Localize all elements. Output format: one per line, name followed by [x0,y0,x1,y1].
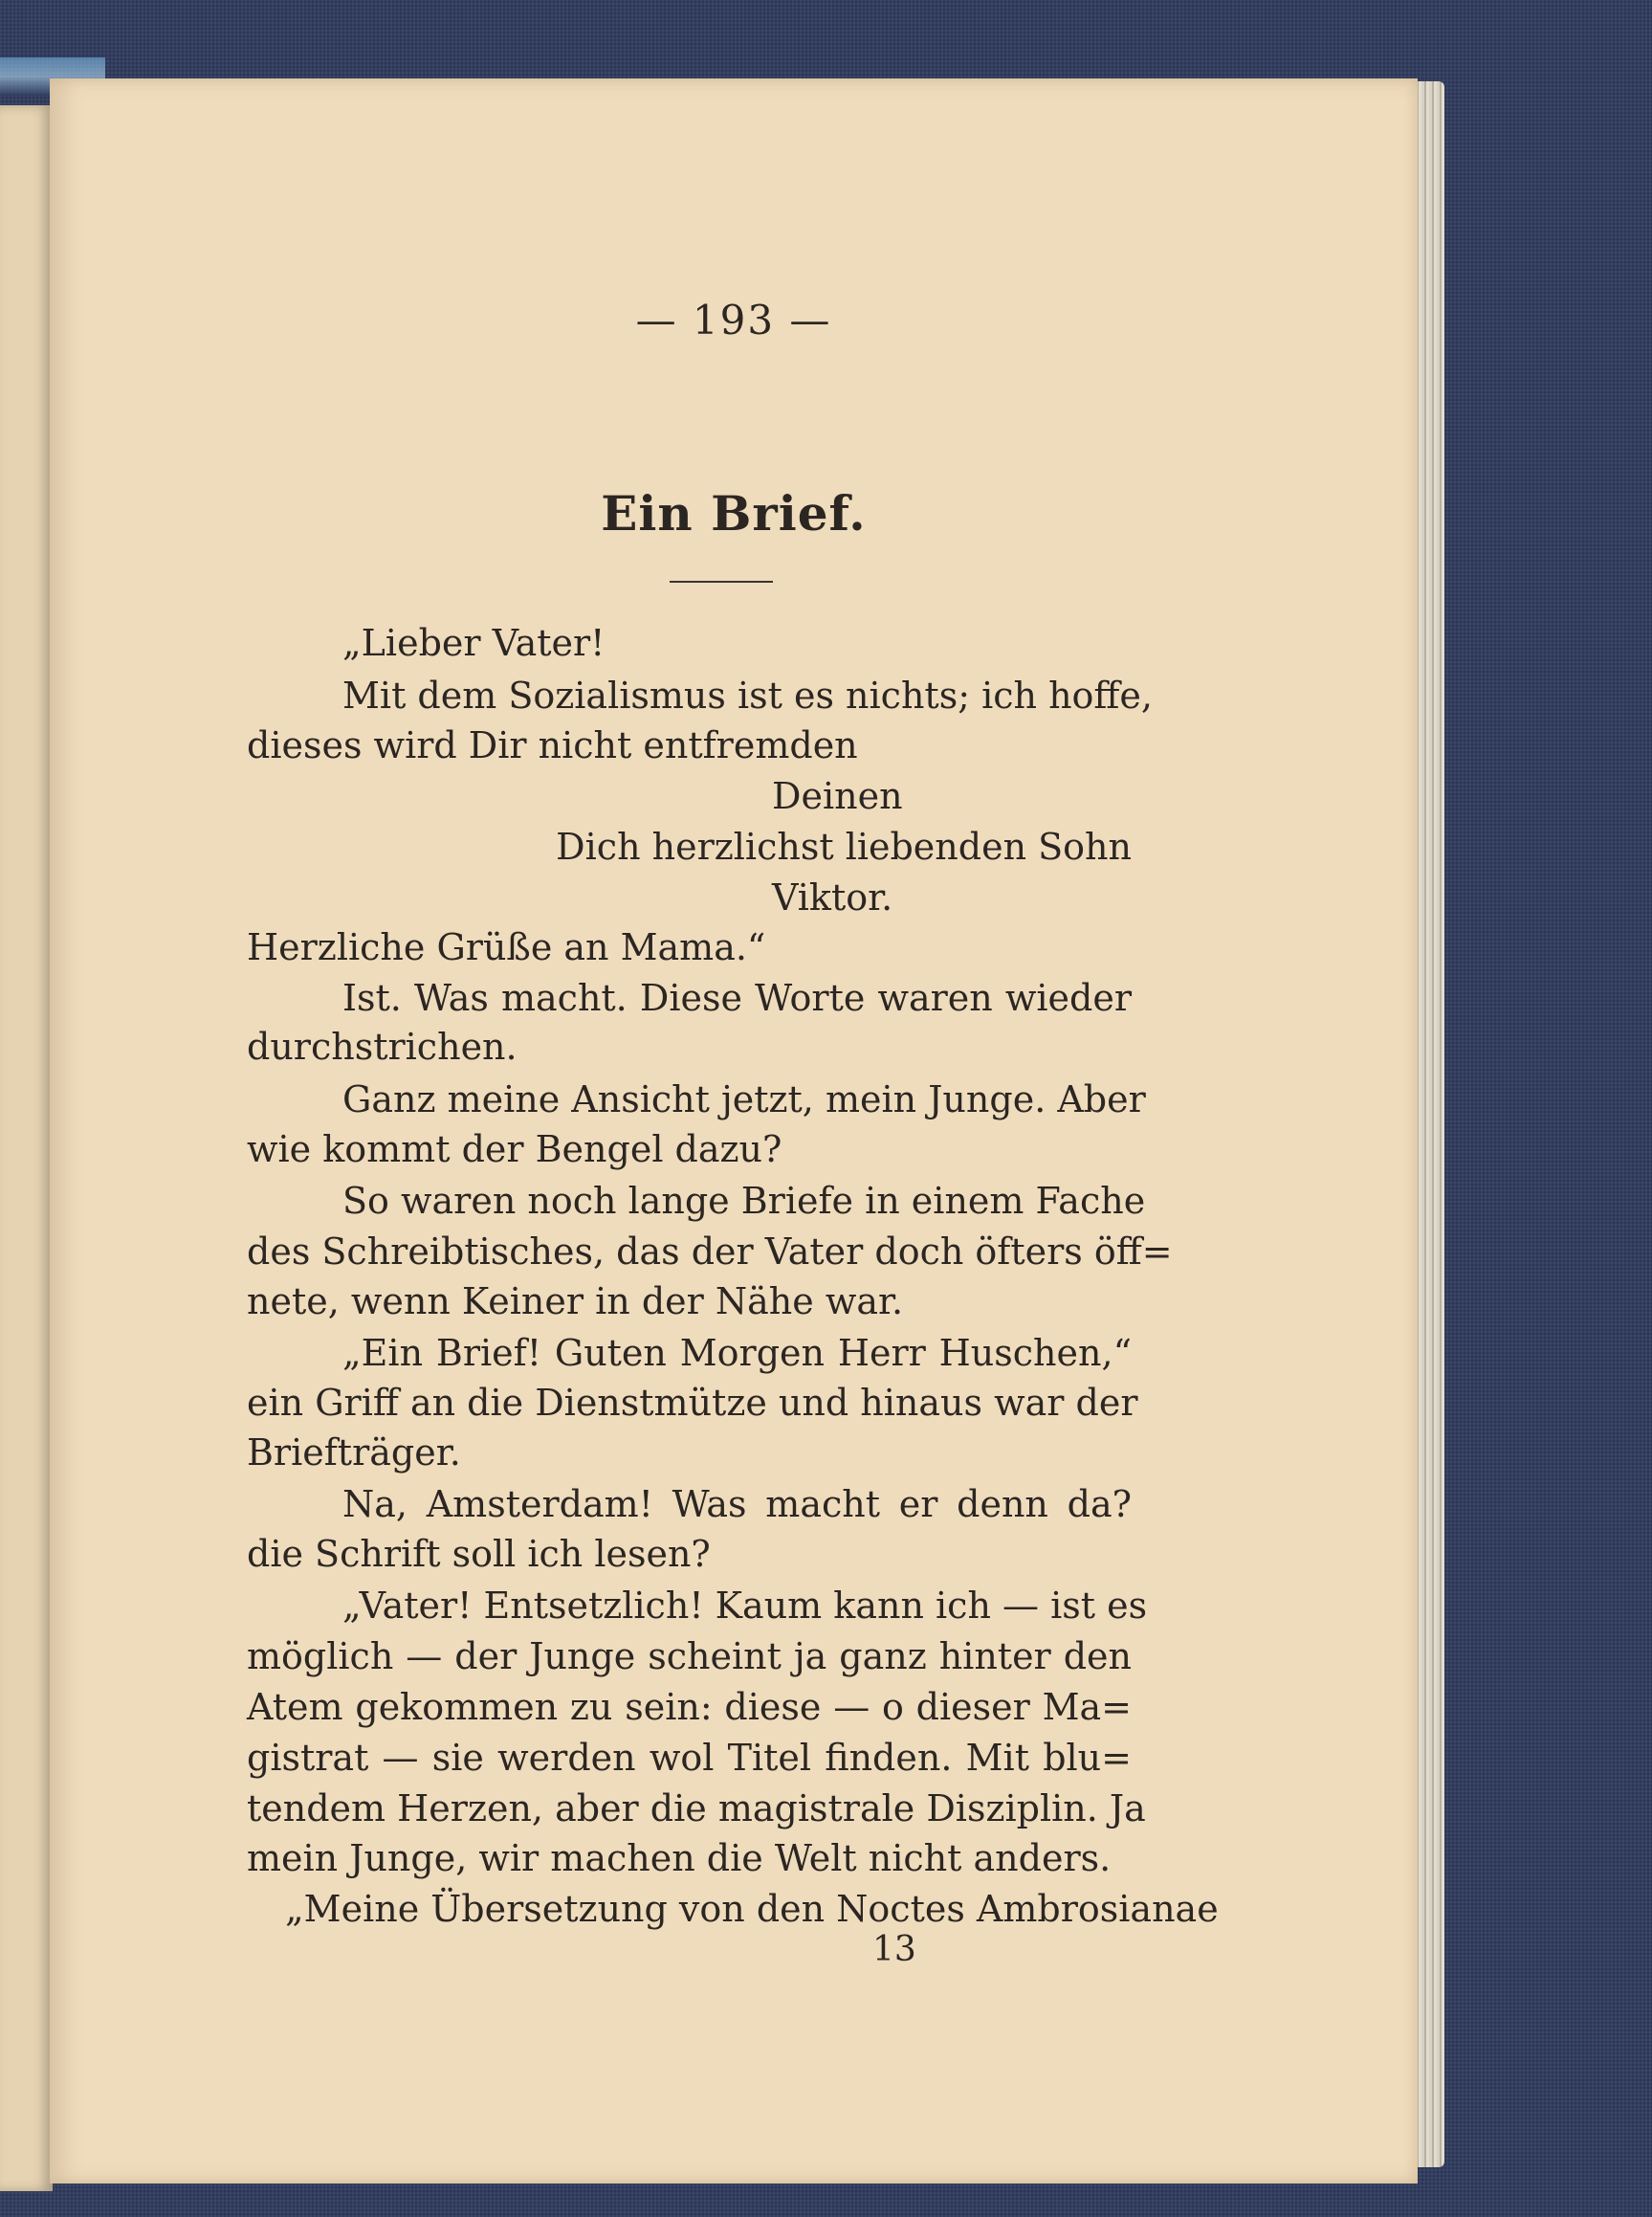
text-line: Mit dem Sozialismus ist es nichts; ich hoffe, [342,675,1153,717]
title-divider [670,581,773,583]
previous-page-edge [0,105,53,2191]
signature-mark: 13 [872,1930,916,1969]
text-line: gistrat — sie werden wol Titel finden. Mit blu= [247,1737,1132,1779]
text-line: Na, Amsterdam! Was macht er denn da? [342,1483,1132,1525]
text-line: dieses wird Dir nicht entfremden [247,724,858,766]
text-line: durchstrichen. [247,1026,518,1068]
text-line: Herzliche Grüße an Mama.“ [247,926,766,968]
book-page [50,78,1418,2184]
text-line: Briefträger. [247,1431,461,1474]
text-line: die Schrift soll ich lesen? [247,1533,711,1575]
text-line: des Schreibtisches, das der Vater doch öfters öff= [247,1230,1173,1273]
text-line: Ist. Was macht. Diese Worte waren wieder [342,977,1132,1019]
text-line: Ganz meine Ansicht jetzt, mein Junge. Aber [342,1078,1146,1120]
text-line: nete, wenn Keiner in der Nähe war. [247,1280,904,1322]
text-line: möglich — der Junge scheint ja ganz hinter den [247,1635,1132,1677]
text-line: tendem Herzen, aber die magistrale Disziplin. Ja [247,1787,1146,1829]
text-line: „Vater! Entsetzlich! Kaum kann ich — ist es [342,1585,1148,1627]
text-line: Atem gekommen zu sein: diese — o dieser Ma= [247,1686,1132,1728]
text-line: Dich herzlichst liebenden Sohn [556,826,1132,868]
text-line: Viktor. [772,876,893,919]
text-line: mein Junge, wir machen die Welt nicht anders. [247,1837,1112,1879]
text-line: wie kommt der Bengel dazu? [247,1128,782,1170]
text-line: ein Griff an die Dienstmütze und hinaus war der [247,1382,1138,1424]
chapter-title: Ein Brief. [601,485,867,542]
text-line: Deinen [772,775,903,817]
text-line: „Ein Brief! Guten Morgen Herr Huschen,“ [342,1332,1132,1374]
page-number: — 193 — [635,297,832,344]
text-line: So waren noch lange Briefe in einem Fache [342,1180,1146,1222]
text-line: „Meine Übersetzung von den Noctes Ambrosianae [285,1888,1219,1930]
text-line: „Lieber Vater! [342,622,606,664]
